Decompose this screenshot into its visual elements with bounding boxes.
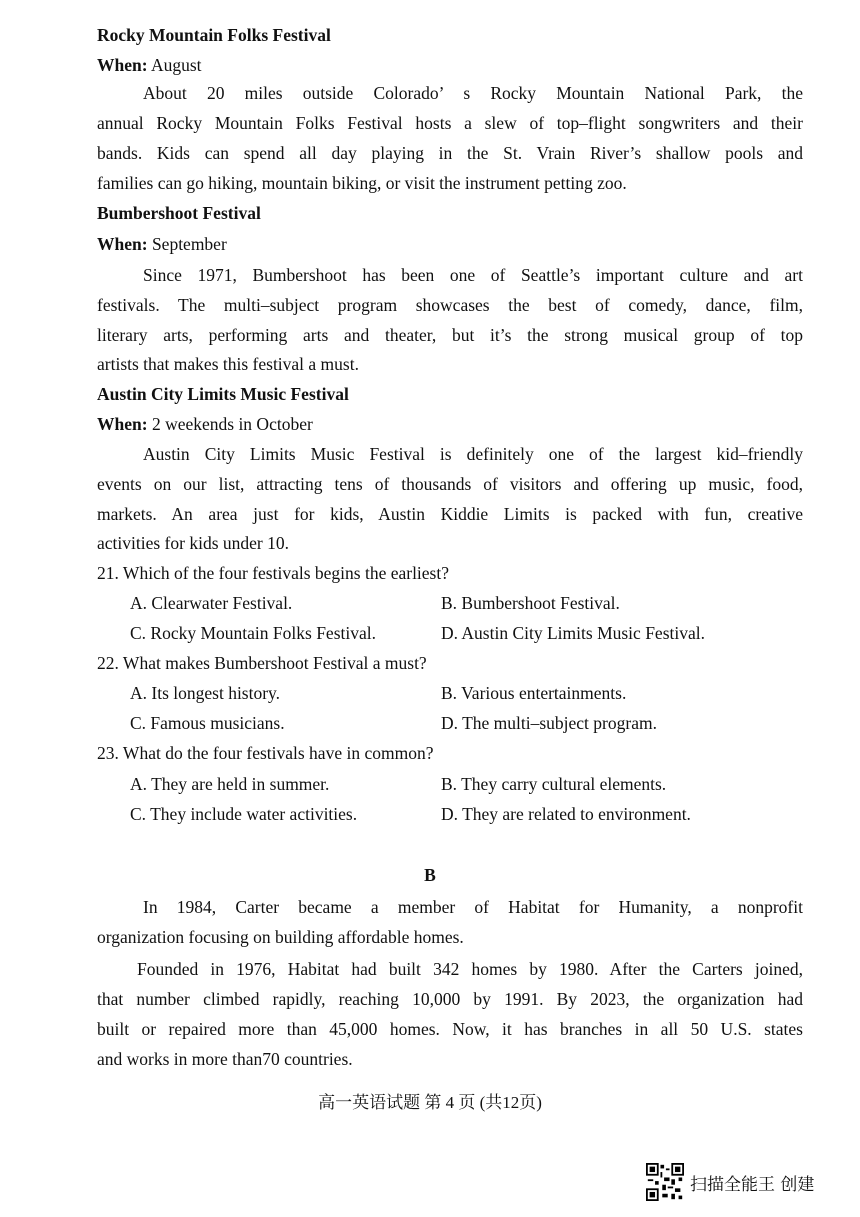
question-stem: 22. What makes Bumbershoot Festival a must?: [97, 653, 427, 673]
answer-option: D. They are related to environment.: [441, 804, 691, 824]
answer-option: C. Rocky Mountain Folks Festival.: [130, 623, 376, 643]
question-stem: 23. What do the four festivals have in common?: [97, 743, 434, 763]
section-heading: B: [424, 865, 436, 885]
answer-option: A. Its longest history.: [130, 683, 281, 703]
scanner-watermark: [646, 1164, 814, 1200]
answer-option: A. They are held in summer.: [130, 774, 330, 794]
festival-when: When: September: [97, 234, 227, 254]
answer-option: A. Clearwater Festival.: [130, 593, 293, 613]
paragraph-line: festivals. The multi–subject program showcases the best of comedy, dance, film,: [97, 295, 803, 315]
answer-option: B. They carry cultural elements.: [441, 774, 667, 794]
answer-option: C. Famous musicians.: [130, 713, 285, 733]
question-stem: 21. Which of the four festivals begins the earliest?: [97, 563, 449, 583]
paragraph-line: that number climbed rapidly, reaching 10,000 by 1991. By 2023, the organization had: [97, 989, 803, 1009]
paragraph-line: activities for kids under 10.: [97, 533, 289, 553]
festival-title: Rocky Mountain Folks Festival: [97, 25, 331, 45]
paragraph-line: families can go hiking, mountain biking, or visit the instrument petting zoo.: [97, 173, 627, 193]
paragraph-line: and works in more than70 countries.: [97, 1049, 353, 1069]
page-footer: 高一英语试题 第 4 页 (共12页): [318, 1093, 542, 1112]
paragraph-line: Since 1971, Bumbershoot has been one of Seattle’s important culture and art: [143, 265, 803, 285]
paragraph-line: About 20 miles outside Colorado’ s Rocky Mountain National Park, the: [143, 83, 803, 103]
paragraph-line: Founded in 1976, Habitat had built 342 homes by 1980. After the Carters joined,: [137, 959, 803, 979]
festival-title: Bumbershoot Festival: [97, 203, 261, 223]
qr-code-icon: [646, 1163, 684, 1201]
festival-when: When: 2 weekends in October: [97, 414, 313, 434]
answer-option: D. Austin City Limits Music Festival.: [441, 623, 705, 643]
paragraph-line: annual Rocky Mountain Folks Festival hosts a slew of top–flight songwriters and their: [97, 113, 803, 133]
paragraph-line: artists that makes this festival a must.: [97, 354, 359, 374]
paragraph-line: markets. An area just for kids, Austin Kiddie Limits is packed with fun, creative: [97, 504, 803, 524]
scanner-label: 扫描全能王 创建: [690, 1174, 815, 1195]
answer-option: D. The multi–subject program.: [441, 713, 657, 733]
festival-when: When: August: [97, 55, 202, 75]
answer-option: B. Various entertainments.: [441, 683, 627, 703]
paragraph-line: bands. Kids can spend all day playing in the St. Vrain River’s shallow pools and: [97, 143, 803, 163]
paragraph-line: literary arts, performing arts and theater, but it’s the strong musical group of top: [97, 325, 803, 345]
answer-option: B. Bumbershoot Festival.: [441, 593, 620, 613]
answer-option: C. They include water activities.: [130, 804, 358, 824]
festival-title: Austin City Limits Music Festival: [97, 384, 349, 404]
paragraph-line: organization focusing on building affordable homes.: [97, 927, 464, 947]
paragraph-line: Austin City Limits Music Festival is definitely one of the largest kid–friendly: [143, 444, 803, 464]
paragraph-line: built or repaired more than 45,000 homes. Now, it has branches in all 50 U.S. states: [97, 1019, 803, 1039]
paragraph-line: events on our list, attracting tens of thousands of visitors and offering up music, food,: [97, 474, 803, 494]
paragraph-line: In 1984, Carter became a member of Habitat for Humanity, a nonprofit: [143, 897, 803, 917]
